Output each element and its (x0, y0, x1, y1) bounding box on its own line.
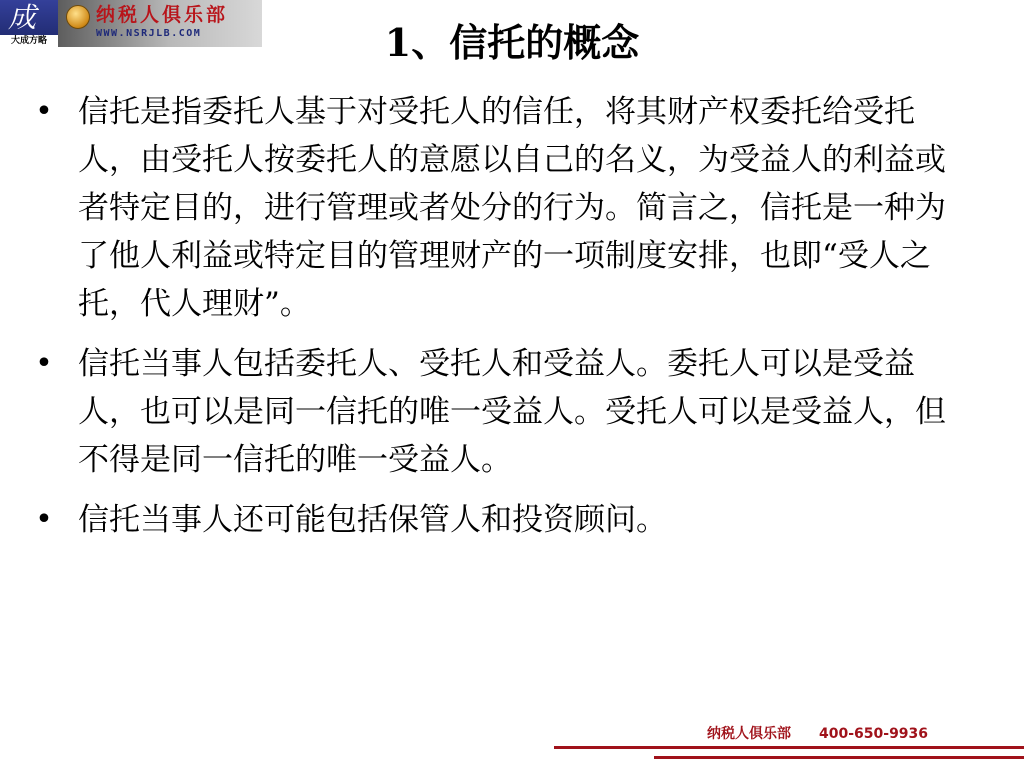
bullet-item (30, 88, 960, 328)
bullet-marker: • (35, 502, 53, 537)
brand-mark-caption: 大成方略 (0, 35, 58, 47)
bullet-text: 信托当事人包括委托人、受托人和受益人。委托人可以是受益人，也可以是同一信托的唯一受益人。受托人可以是受益人，但不得是同一信托的唯一受益人。 (78, 346, 946, 478)
brand-mark-glyph: 成 (8, 1, 37, 34)
footer (707, 723, 928, 745)
logo-url: WWW.NSRJLB.COM (96, 28, 202, 39)
bullet-item (30, 340, 960, 484)
footer-club-name: 纳税人俱乐部 (707, 726, 791, 742)
bullet-item (30, 496, 960, 544)
bullet-list (30, 88, 960, 556)
slide-title: 1、信托的概念 (384, 20, 640, 65)
bullet-text: 信托是指委托人基于对受托人的信任，将其财产权委托给受托人，由受托人按委托人的意愿以自己的名义，为受益人的利益或者特定目的，进行管理或者处分的行为。简言之，信托是一种为了他人利益或特定目的管理财产的一项制度安排，也即“受人之托，代人理财”。 (78, 94, 946, 322)
footer-phone: 400-650-9936 (819, 726, 929, 742)
bullet-marker: • (35, 94, 53, 129)
footer-rule-bottom (654, 756, 1024, 759)
bullet-text: 信托当事人还可能包括保管人和投资顾问。 (78, 502, 667, 538)
bullet-marker: • (35, 346, 53, 381)
logo-title: 纳税人俱乐部 (96, 4, 229, 26)
footer-rule-top (554, 746, 1024, 749)
